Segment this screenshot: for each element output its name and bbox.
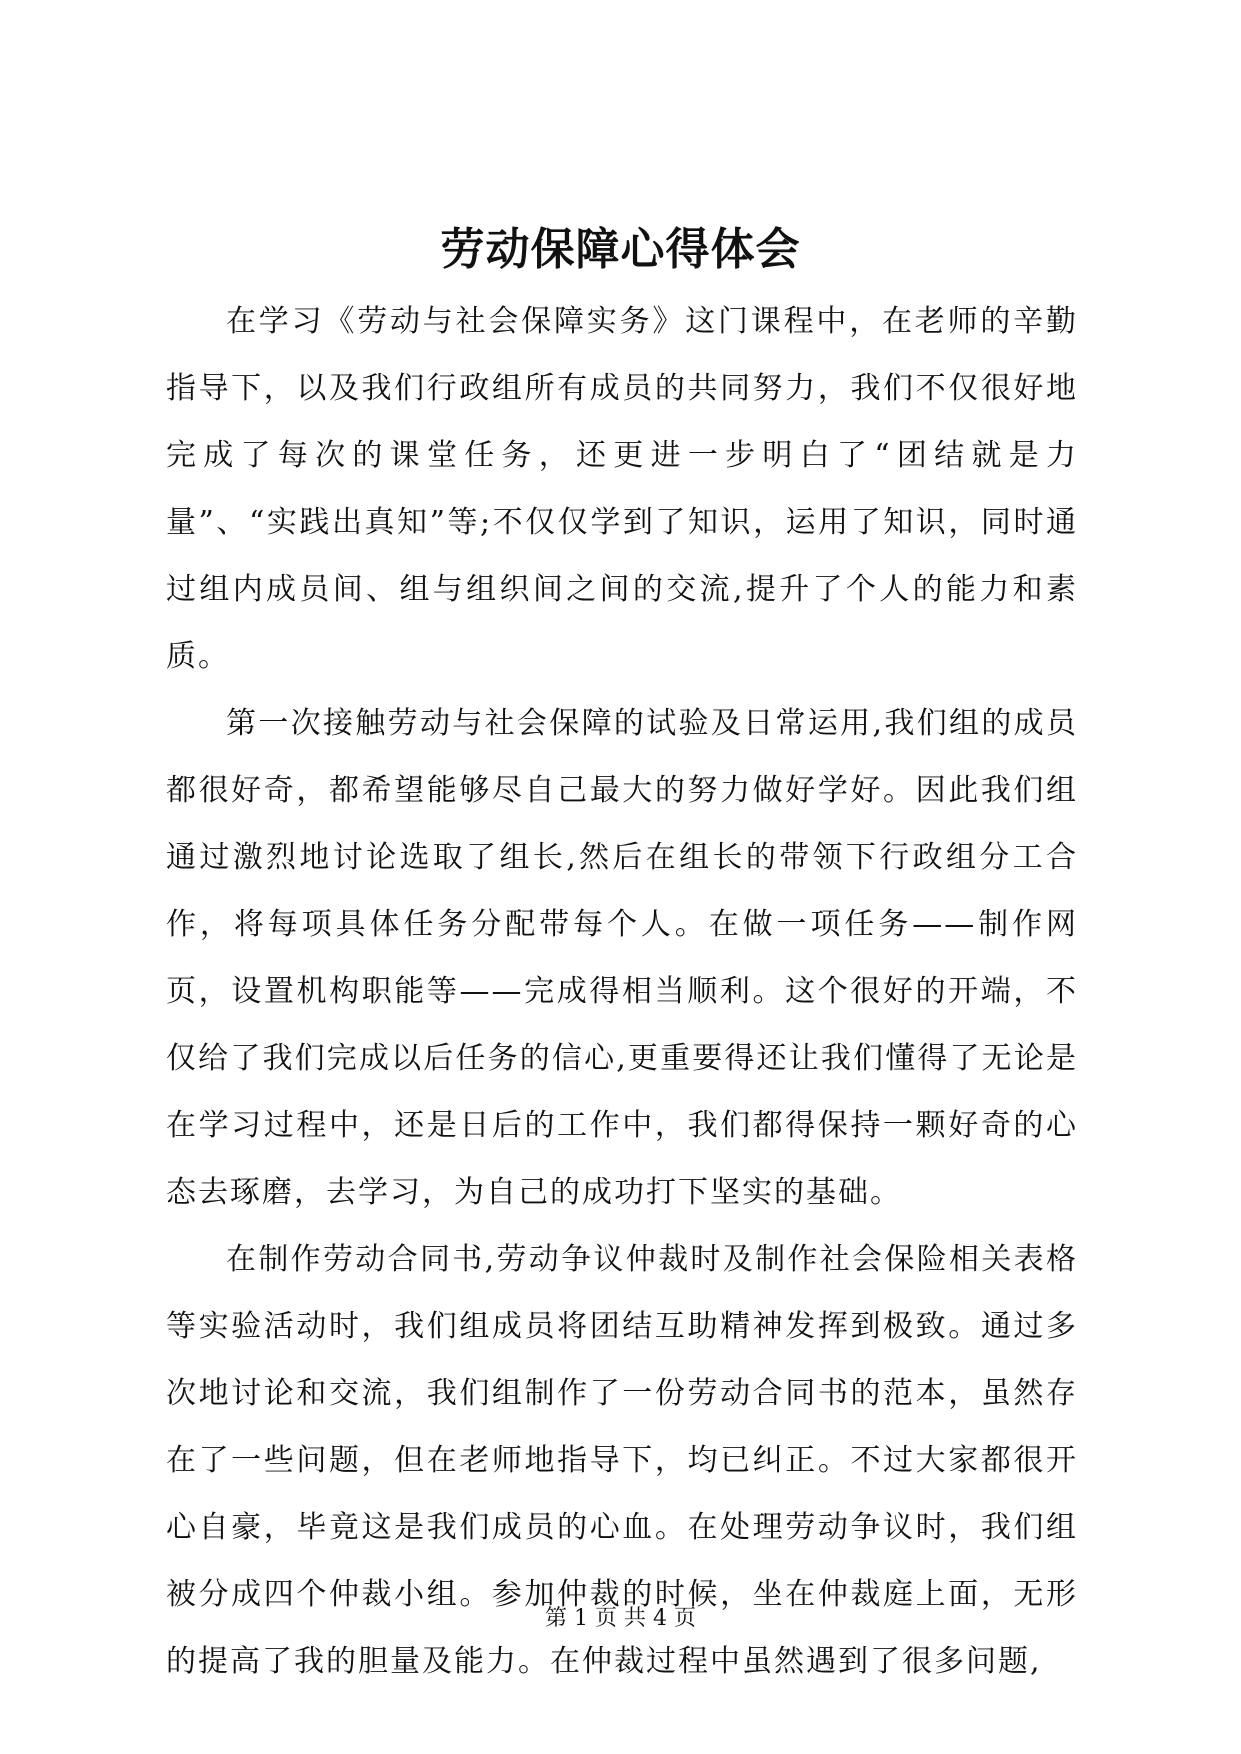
page-number-footer: 第 1 页 共 4 页 [545,1606,696,1631]
paragraph-1: 在学习《劳动与社会保障实务》这门课程中，在老师的辛勤指导下，以及我们行政组所有成员的共同努力，我们不仅很好地完成了每次的课堂任务，还更进一步明白了“团结就是力量”、“实践出真知”等;不仅仅学到了知识，运用了知识，同时通过组内成员间、组与组织间之间的交流,提升了个人的能力和素质。 [166,304,1078,674]
document-title: 劳动保障心得体会 [440,224,801,275]
document-body [166,288,1078,1695]
paragraph-2: 第一次接触劳动与社会保障的试验及日常运用,我们组的成员都很好奇，都希望能够尽自己最大的努力做好学好。因此我们组通过激烈地讨论选取了组长,然后在组长的带领下行政组分工合作，将每项具体任务分配带每个人。在做一项任务——制作网页，设置机构职能等——完成得相当顺利。这个很好的开端，不仅给了我们完成以后任务的信心,更重要得还让我们懂得了无论是在学习过程中，还是日后的工作中，我们都得保持一颗好奇的心态去琢磨，去学习，为自己的成功打下坚实的基础。 [166,706,1078,1210]
paragraph-3: 在制作劳动合同书,劳动争议仲裁时及制作社会保险相关表格等实验活动时，我们组成员将团结互助精神发挥到极致。通过多次地讨论和交流，我们组制作了一份劳动合同书的范本，虽然存在了一些问题，但在老师地指导下，均已纠正。不过大家都很开心自豪，毕竟这是我们成员的心血。在处理劳动争议时，我们组被分成四个仲裁小组。参加仲裁的时候，坐在仲裁庭上面，无形的提高了我的胆量及能力。在仲裁过程中虽然遇到了很多问题, [166,1242,1078,1679]
